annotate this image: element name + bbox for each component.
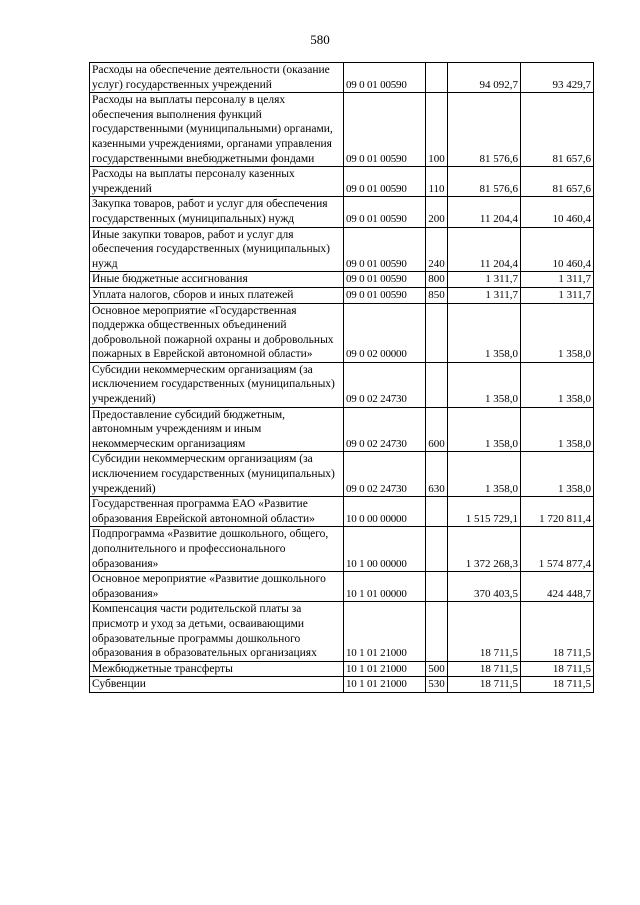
table-row	[90, 197, 594, 227]
amount-year-1: 1 358,0	[448, 407, 521, 452]
amount-year-1: 81 576,6	[448, 93, 521, 167]
item-name: Расходы на выплаты персоналу казенных учреждений	[90, 167, 344, 197]
table-row	[90, 287, 594, 303]
expense-type-code: 850	[426, 287, 448, 303]
amount-year-2: 1 720 811,4	[521, 497, 594, 527]
expense-type-code	[426, 497, 448, 527]
budget-table	[89, 62, 594, 693]
page-number: 580	[310, 32, 330, 47]
item-name: Уплата налогов, сборов и иных платежей	[90, 287, 344, 303]
item-code: 10 1 00 00000	[344, 527, 426, 572]
item-code: 10 1 01 21000	[344, 661, 426, 677]
table-row	[90, 362, 594, 407]
amount-year-1: 11 204,4	[448, 197, 521, 227]
item-code: 09 0 02 24730	[344, 362, 426, 407]
expense-type-code: 630	[426, 452, 448, 497]
table-row	[90, 452, 594, 497]
amount-year-1: 1 515 729,1	[448, 497, 521, 527]
item-name: Расходы на выплаты персоналу в целях обеспечения выполнения функций государственными (муниципальными) органами, казенными учреждениями, органами управления государственными внебюджетными фондами	[90, 93, 344, 167]
item-name: Субсидии некоммерческим организациям (за исключением государственных (муниципальных) учреждений)	[90, 362, 344, 407]
amount-year-2: 1 358,0	[521, 407, 594, 452]
amount-year-2: 424 448,7	[521, 572, 594, 602]
expense-type-code: 500	[426, 661, 448, 677]
item-name: Иные закупки товаров, работ и услуг для обеспечения государственных (муниципальных) нужд	[90, 227, 344, 272]
table-row	[90, 677, 594, 693]
expense-type-code	[426, 572, 448, 602]
amount-year-1: 1 311,7	[448, 272, 521, 288]
expense-type-code: 800	[426, 272, 448, 288]
table-row	[90, 93, 594, 167]
amount-year-2: 18 711,5	[521, 602, 594, 661]
item-code: 09 0 01 00590	[344, 63, 426, 93]
amount-year-1: 18 711,5	[448, 661, 521, 677]
amount-year-1: 11 204,4	[448, 227, 521, 272]
expense-type-code: 530	[426, 677, 448, 693]
amount-year-2: 10 460,4	[521, 197, 594, 227]
table-row	[90, 272, 594, 288]
amount-year-1: 1 372 268,3	[448, 527, 521, 572]
item-code: 09 0 01 00590	[344, 167, 426, 197]
item-code: 09 0 02 24730	[344, 452, 426, 497]
item-code: 09 0 01 00590	[344, 197, 426, 227]
table-row	[90, 227, 594, 272]
item-name: Субвенции	[90, 677, 344, 693]
table-row	[90, 497, 594, 527]
amount-year-2: 1 358,0	[521, 452, 594, 497]
table-row	[90, 527, 594, 572]
table-row	[90, 167, 594, 197]
amount-year-2: 81 657,6	[521, 167, 594, 197]
amount-year-2: 18 711,5	[521, 661, 594, 677]
amount-year-1: 18 711,5	[448, 677, 521, 693]
item-code: 10 1 01 21000	[344, 602, 426, 661]
item-code: 09 0 02 24730	[344, 407, 426, 452]
expense-type-code: 100	[426, 93, 448, 167]
item-name: Основное мероприятие «Развитие дошкольного образования»	[90, 572, 344, 602]
amount-year-1: 94 092,7	[448, 63, 521, 93]
table-row	[90, 407, 594, 452]
table-row	[90, 303, 594, 362]
amount-year-1: 1 358,0	[448, 303, 521, 362]
expense-type-code	[426, 63, 448, 93]
expense-type-code	[426, 303, 448, 362]
expense-type-code: 240	[426, 227, 448, 272]
expense-type-code: 200	[426, 197, 448, 227]
amount-year-1: 1 358,0	[448, 452, 521, 497]
table-row	[90, 572, 594, 602]
item-code: 09 0 01 00590	[344, 93, 426, 167]
item-code: 10 1 01 00000	[344, 572, 426, 602]
amount-year-2: 18 711,5	[521, 677, 594, 693]
amount-year-1: 81 576,6	[448, 167, 521, 197]
expense-type-code: 600	[426, 407, 448, 452]
amount-year-2: 10 460,4	[521, 227, 594, 272]
expense-type-code	[426, 362, 448, 407]
item-code: 09 0 01 00590	[344, 227, 426, 272]
item-name: Подпрограмма «Развитие дошкольного, общего, дополнительного и профессионального образования»	[90, 527, 344, 572]
item-code: 09 0 01 00590	[344, 287, 426, 303]
amount-year-2: 81 657,6	[521, 93, 594, 167]
item-name: Основное мероприятие «Государственная поддержка общественных объединений добровольной пожарной охраны и добровольных пожарных в Еврейской автономной области»	[90, 303, 344, 362]
item-code: 10 0 00 00000	[344, 497, 426, 527]
item-code: 09 0 01 00590	[344, 272, 426, 288]
table-row	[90, 63, 594, 93]
item-code: 09 0 02 00000	[344, 303, 426, 362]
item-name: Предоставление субсидий бюджетным, автономным учреждениям и иным некоммерческим организациям	[90, 407, 344, 452]
item-name: Закупка товаров, работ и услуг для обеспечения государственных (муниципальных) нужд	[90, 197, 344, 227]
amount-year-2: 1 358,0	[521, 362, 594, 407]
expense-type-code	[426, 602, 448, 661]
item-name: Государственная программа ЕАО «Развитие образования Еврейской автономной области»	[90, 497, 344, 527]
item-name: Расходы на обеспечение деятельности (оказание услуг) государственных учреждений	[90, 63, 344, 93]
expense-type-code: 110	[426, 167, 448, 197]
table-row	[90, 661, 594, 677]
amount-year-2: 1 574 877,4	[521, 527, 594, 572]
amount-year-1: 18 711,5	[448, 602, 521, 661]
table-row	[90, 602, 594, 661]
expense-type-code	[426, 527, 448, 572]
amount-year-1: 370 403,5	[448, 572, 521, 602]
amount-year-2: 1 311,7	[521, 287, 594, 303]
amount-year-2: 1 311,7	[521, 272, 594, 288]
amount-year-1: 1 358,0	[448, 362, 521, 407]
amount-year-2: 93 429,7	[521, 63, 594, 93]
item-name: Субсидии некоммерческим организациям (за исключением государственных (муниципальных) учреждений)	[90, 452, 344, 497]
amount-year-1: 1 311,7	[448, 287, 521, 303]
amount-year-2: 1 358,0	[521, 303, 594, 362]
item-name: Межбюджетные трансферты	[90, 661, 344, 677]
item-name: Иные бюджетные ассигнования	[90, 272, 344, 288]
item-name: Компенсация части родительской платы за присмотр и уход за детьми, осваивающими образовательные программы дошкольного образования в образовательных организациях	[90, 602, 344, 661]
item-code: 10 1 01 21000	[344, 677, 426, 693]
